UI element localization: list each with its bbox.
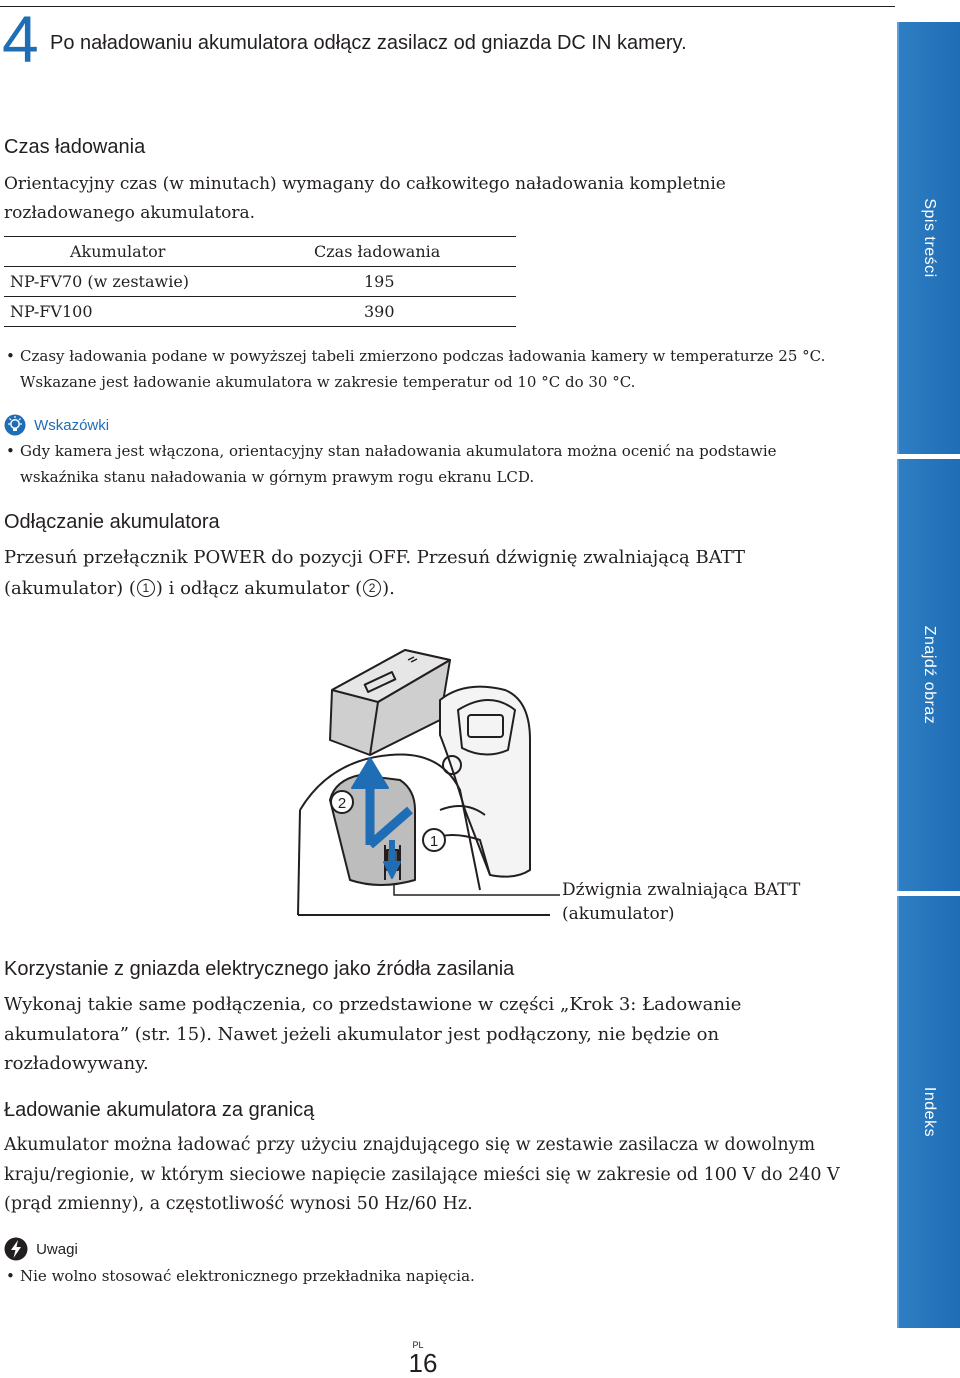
table-row: [4, 296, 516, 326]
tab-find-image-label: Znajdź obraz: [920, 625, 938, 725]
table-header-row: [4, 236, 516, 266]
page-number-value: 16: [408, 1348, 438, 1378]
abroad-heading: Ładowanie akumulatora za granicą: [4, 1099, 315, 1121]
table-cell-battery: NP-FV70 (w zestawie): [10, 272, 190, 291]
callout-label: Dźwignia zwalniająca BATT (akumulator): [562, 880, 801, 924]
table-rule: [4, 326, 516, 327]
step-instruction: Po naładowaniu akumulatora odłącz zasilacz od gniazda DC IN kamery.: [50, 32, 687, 54]
tab-find-image[interactable]: [897, 459, 960, 891]
page-number: [403, 1340, 443, 1376]
illustration-marker-1: [423, 829, 445, 851]
charging-note: • Czasy ładowania podane w powyższej tabeli zmierzono podczas ładowania kamery w temperaturze 25 °C. Wskazane jest ładowanie akumulatora w zakresie temperatur od 10 °C do 30 °C.: [20, 343, 825, 395]
tips-label: Wskazówki: [34, 416, 110, 434]
charging-time-heading: Czas ładowania: [4, 136, 146, 158]
charging-time-table: [4, 236, 516, 326]
table-header-battery: Akumulator: [70, 242, 166, 261]
charging-time-description: Orientacyjny czas (w minutach) wymagany do całkowitego naładowania kompletnie rozładowanego akumulatora.: [4, 174, 726, 223]
illustration-marker-2: [331, 791, 353, 813]
removing-heading: Odłączanie akumulatora: [4, 511, 220, 533]
abroad-text: Akumulator można ładować przy użyciu znajdującego się w zestawie zasilacza w dowolnym kraju/regionie, w którym sieciowe napięcie zasilające mieści się w zakresie od 100 V do 240 V (prąd zmienny), a częstotliwość wynosi 50 Hz/60 Hz.: [4, 1135, 840, 1214]
page-language: PL: [412, 1340, 424, 1350]
tips-text: • Gdy kamera jest włączona, orientacyjny stan naładowania akumulatora można ocenić na podstawie wskaźnika stanu naładowania w górnym prawym rogu ekranu LCD.: [20, 438, 777, 490]
svg-text:1: 1: [429, 833, 439, 850]
callout-leader: [394, 885, 560, 895]
tab-table-of-contents[interactable]: [897, 22, 960, 454]
battery-drawing: [330, 650, 450, 755]
tab-index-label: Indeks: [920, 1086, 938, 1138]
table-row: [4, 266, 516, 296]
lightning-icon: [4, 1237, 28, 1261]
tips-header: [4, 414, 109, 436]
lightbulb-icon: [4, 414, 26, 436]
table-cell-time: 195: [364, 272, 395, 291]
tab-table-of-contents-label: Spis treści: [920, 198, 938, 278]
removing-instructions: Przesuń przełącznik POWER do pozycji OFF. Przesuń dźwignię zwalniającą BATT (akumulator) ( 1 ) i odłącz akumulator ( 2 ).: [4, 547, 746, 599]
step-number: 4: [2, 2, 39, 76]
table-cell-time: 390: [364, 302, 395, 321]
svg-text:2: 2: [337, 795, 347, 812]
wall-outlet-heading: Korzystanie z gniazda elektrycznego jako źródła zasilania: [4, 958, 515, 980]
caution-label: Uwagi: [36, 1240, 78, 1258]
marker-1: 1: [137, 579, 155, 597]
caution-text: • Nie wolno stosować elektronicznego przekładnika napięcia.: [20, 1263, 475, 1289]
table-cell-battery: NP-FV100: [10, 302, 93, 321]
tab-index[interactable]: [897, 896, 960, 1328]
wall-outlet-text: Wykonaj takie same podłączenia, co przedstawione w części „Krok 3: Ładowanie akumulatora” (str. 15). Nawet jeżeli akumulator jest podłączony, nie będzie on rozładowywany.: [4, 994, 742, 1074]
step-top-rule: [0, 6, 895, 7]
table-header-time: Czas ładowania: [314, 242, 441, 261]
marker-2: 2: [363, 579, 381, 597]
caution-header: [4, 1237, 78, 1261]
